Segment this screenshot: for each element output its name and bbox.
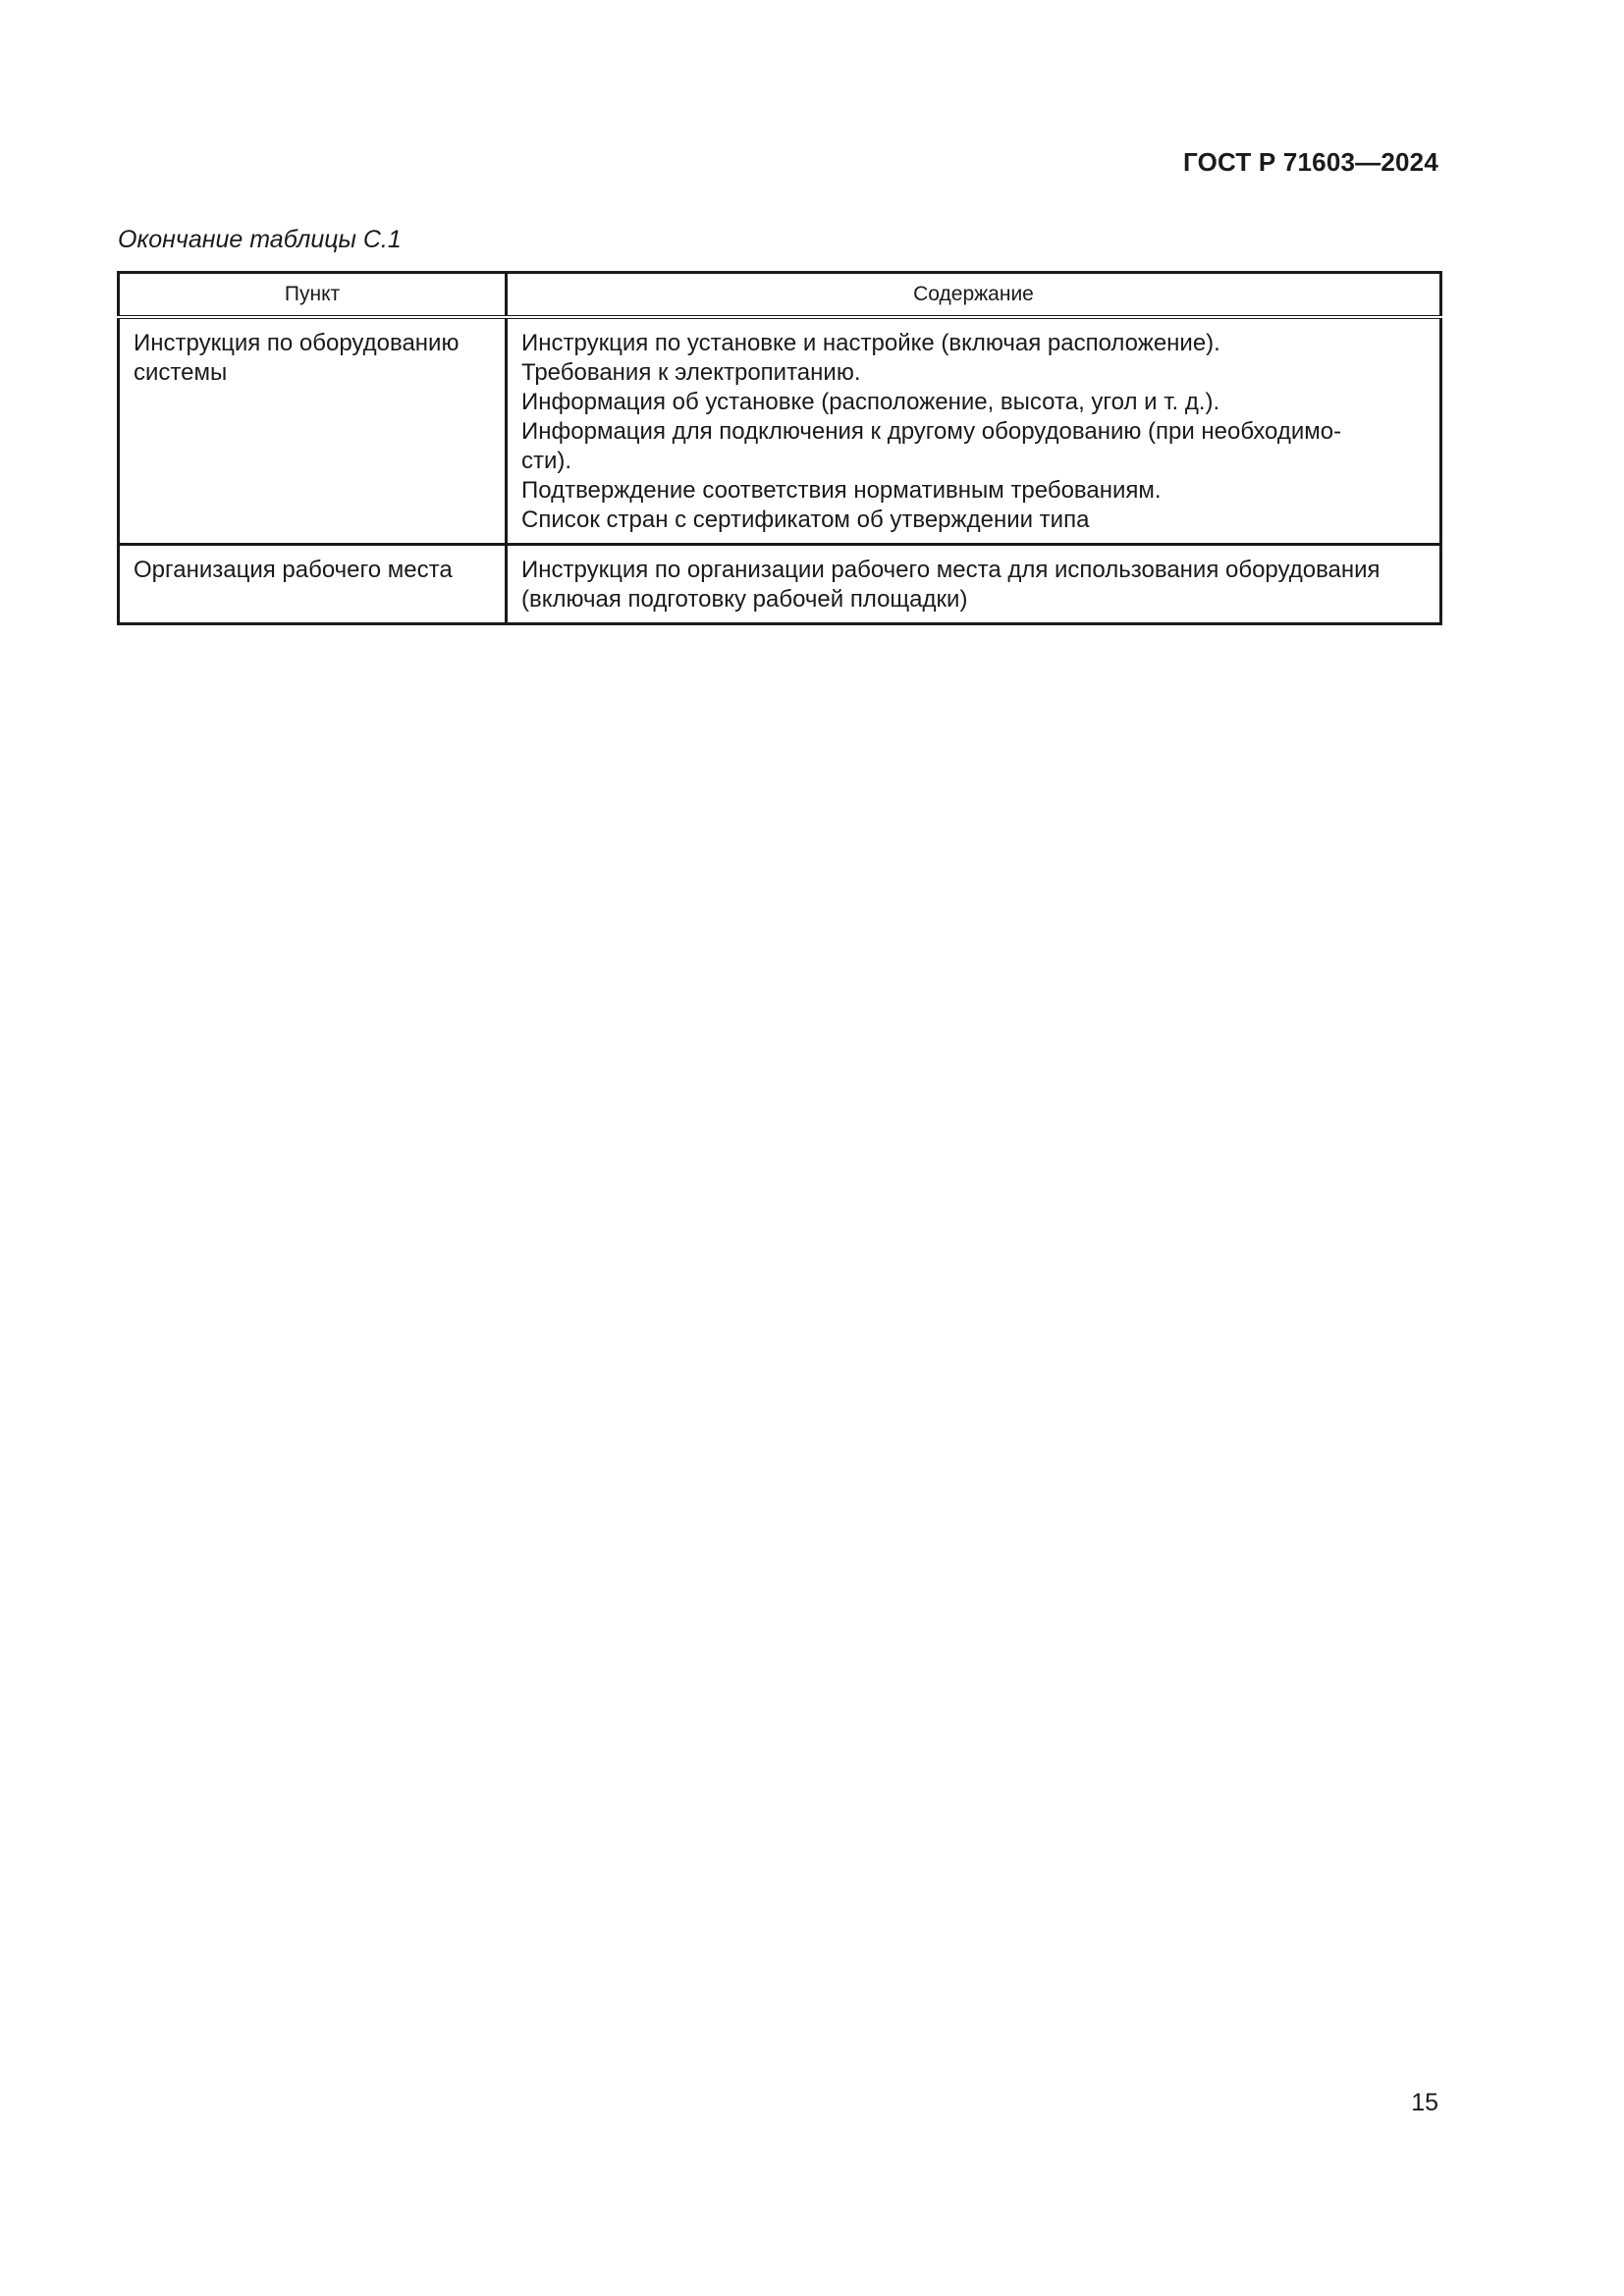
row-content-cell bbox=[507, 317, 1441, 545]
document-code: ГОСТ Р 71603—2024 bbox=[1183, 147, 1438, 177]
table-caption: Окончание таблицы С.1 bbox=[118, 226, 402, 253]
content-line: Требования к электропитанию. bbox=[521, 359, 861, 386]
row-item-cell: Организация рабочего места bbox=[119, 545, 507, 624]
page-number: 15 bbox=[1411, 2089, 1438, 2116]
content-line: Подтверждение соответствия нормативным требованиям. bbox=[521, 477, 1162, 504]
row-item-cell: Инструкция по оборудованию системы bbox=[119, 317, 507, 545]
content-line: Информация об установке (расположение, высота, угол и т. д.). bbox=[521, 389, 1220, 415]
content-line: Список стран с сертификатом об утверждении типа bbox=[521, 507, 1090, 533]
column-header-item: Пункт bbox=[119, 273, 507, 318]
specification-table bbox=[117, 271, 1442, 625]
table-row bbox=[119, 545, 1441, 624]
content-line: Информация для подключения к другому оборудованию (при необходимо- bbox=[521, 418, 1342, 445]
content-line: сти). bbox=[521, 448, 572, 474]
content-line: (включая подготовку рабочей площадки) bbox=[521, 586, 968, 613]
row-content-cell bbox=[507, 545, 1441, 624]
content-line: Инструкция по установке и настройке (включая расположение). bbox=[521, 330, 1220, 356]
column-header-content: Содержание bbox=[507, 273, 1441, 318]
table-header-row bbox=[119, 273, 1441, 318]
content-line: Инструкция по организации рабочего места для использования оборудования bbox=[521, 557, 1380, 583]
table-row bbox=[119, 317, 1441, 545]
